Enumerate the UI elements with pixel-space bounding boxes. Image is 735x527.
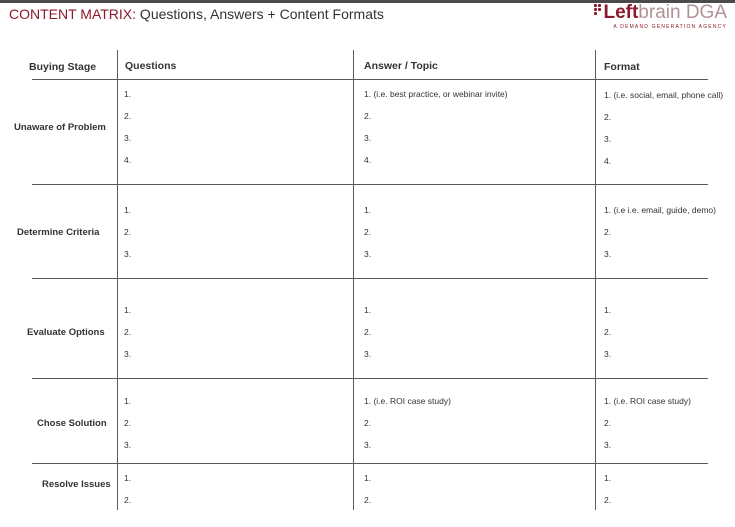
format-cell: 2.: [604, 327, 612, 337]
format-cell: 3.: [604, 349, 612, 359]
answer-cell: 3.: [364, 133, 372, 143]
question-cell: 2.: [124, 227, 132, 237]
row-divider: [32, 184, 708, 185]
question-cell: 3.: [124, 249, 132, 259]
question-cell: 3.: [124, 133, 132, 143]
page-title: [9, 6, 384, 22]
answer-cell: 2.: [364, 495, 372, 505]
format-cell: 1.: [604, 473, 612, 483]
answer-cell: 3.: [364, 249, 372, 259]
stage-label: Evaluate Options: [27, 327, 105, 338]
answer-cell: 2.: [364, 327, 372, 337]
column-divider: [595, 50, 596, 510]
question-cell: 1.: [124, 473, 132, 483]
format-cell: 1.: [604, 305, 612, 315]
title-bold: CONTENT MATRIX:: [9, 6, 137, 22]
format-cell: 1. (i.e. social, email, phone call): [604, 90, 724, 100]
brand-logo: [594, 3, 727, 30]
question-cell: 2.: [124, 418, 132, 428]
title-rest: Questions, Answers + Content Formats: [136, 6, 384, 22]
logo-dga: DGA: [680, 2, 727, 23]
question-cell: 1.: [124, 305, 132, 315]
question-cell: 1.: [124, 89, 132, 99]
row-divider: [32, 79, 708, 80]
question-cell: 2.: [124, 111, 132, 121]
column-divider: [353, 50, 354, 510]
format-cell: 3.: [604, 440, 612, 450]
answer-cell: 1.: [364, 305, 372, 315]
answer-cell: 3.: [364, 349, 372, 359]
question-cell: 1.: [124, 396, 132, 406]
row-divider: [32, 278, 708, 279]
answer-cell: 2.: [364, 227, 372, 237]
logo-brain: brain: [638, 2, 681, 23]
format-cell: 1. (i.e i.e. email, guide, demo): [604, 205, 716, 215]
answer-cell: 1. (i.e. ROI case study): [364, 396, 451, 406]
answer-cell: 1. (i.e. best practice, or webinar invite): [364, 89, 508, 99]
format-cell: 3.: [604, 134, 612, 144]
question-cell: 2.: [124, 327, 132, 337]
answer-cell: 1.: [364, 473, 372, 483]
answer-cell: 2.: [364, 111, 372, 121]
stage-label: Determine Criteria: [17, 227, 100, 238]
row-divider: [32, 463, 708, 464]
question-cell: 3.: [124, 440, 132, 450]
question-cell: 1.: [124, 205, 132, 215]
column-header-questions: Questions: [125, 60, 177, 72]
answer-cell: 3.: [364, 440, 372, 450]
logo-dots-icon: [594, 4, 602, 16]
stage-label: Chose Solution: [37, 418, 107, 429]
answer-cell: 1.: [364, 205, 372, 215]
row-divider: [32, 378, 708, 379]
logo-tagline: A DEMAND GENERATION AGENCY: [613, 24, 727, 30]
format-cell: 3.: [604, 249, 612, 259]
format-cell: 2.: [604, 227, 612, 237]
column-header-format: Format: [604, 61, 640, 73]
column-header-answer: Answer / Topic: [364, 60, 438, 72]
logo-left: Left: [603, 2, 639, 23]
format-cell: 2.: [604, 418, 612, 428]
question-cell: 2.: [124, 495, 132, 505]
format-cell: 2.: [604, 495, 612, 505]
answer-cell: 4.: [364, 155, 372, 165]
format-cell: 2.: [604, 112, 612, 122]
format-cell: 1. (i.e. ROI case study): [604, 396, 691, 406]
question-cell: 4.: [124, 155, 132, 165]
stage-label: Unaware of Problem: [14, 122, 106, 133]
stage-label: Resolve Issues: [42, 479, 111, 490]
answer-cell: 2.: [364, 418, 372, 428]
column-header-stage: Buying Stage: [29, 61, 97, 73]
question-cell: 3.: [124, 349, 132, 359]
column-divider: [117, 50, 118, 510]
format-cell: 4.: [604, 156, 612, 166]
